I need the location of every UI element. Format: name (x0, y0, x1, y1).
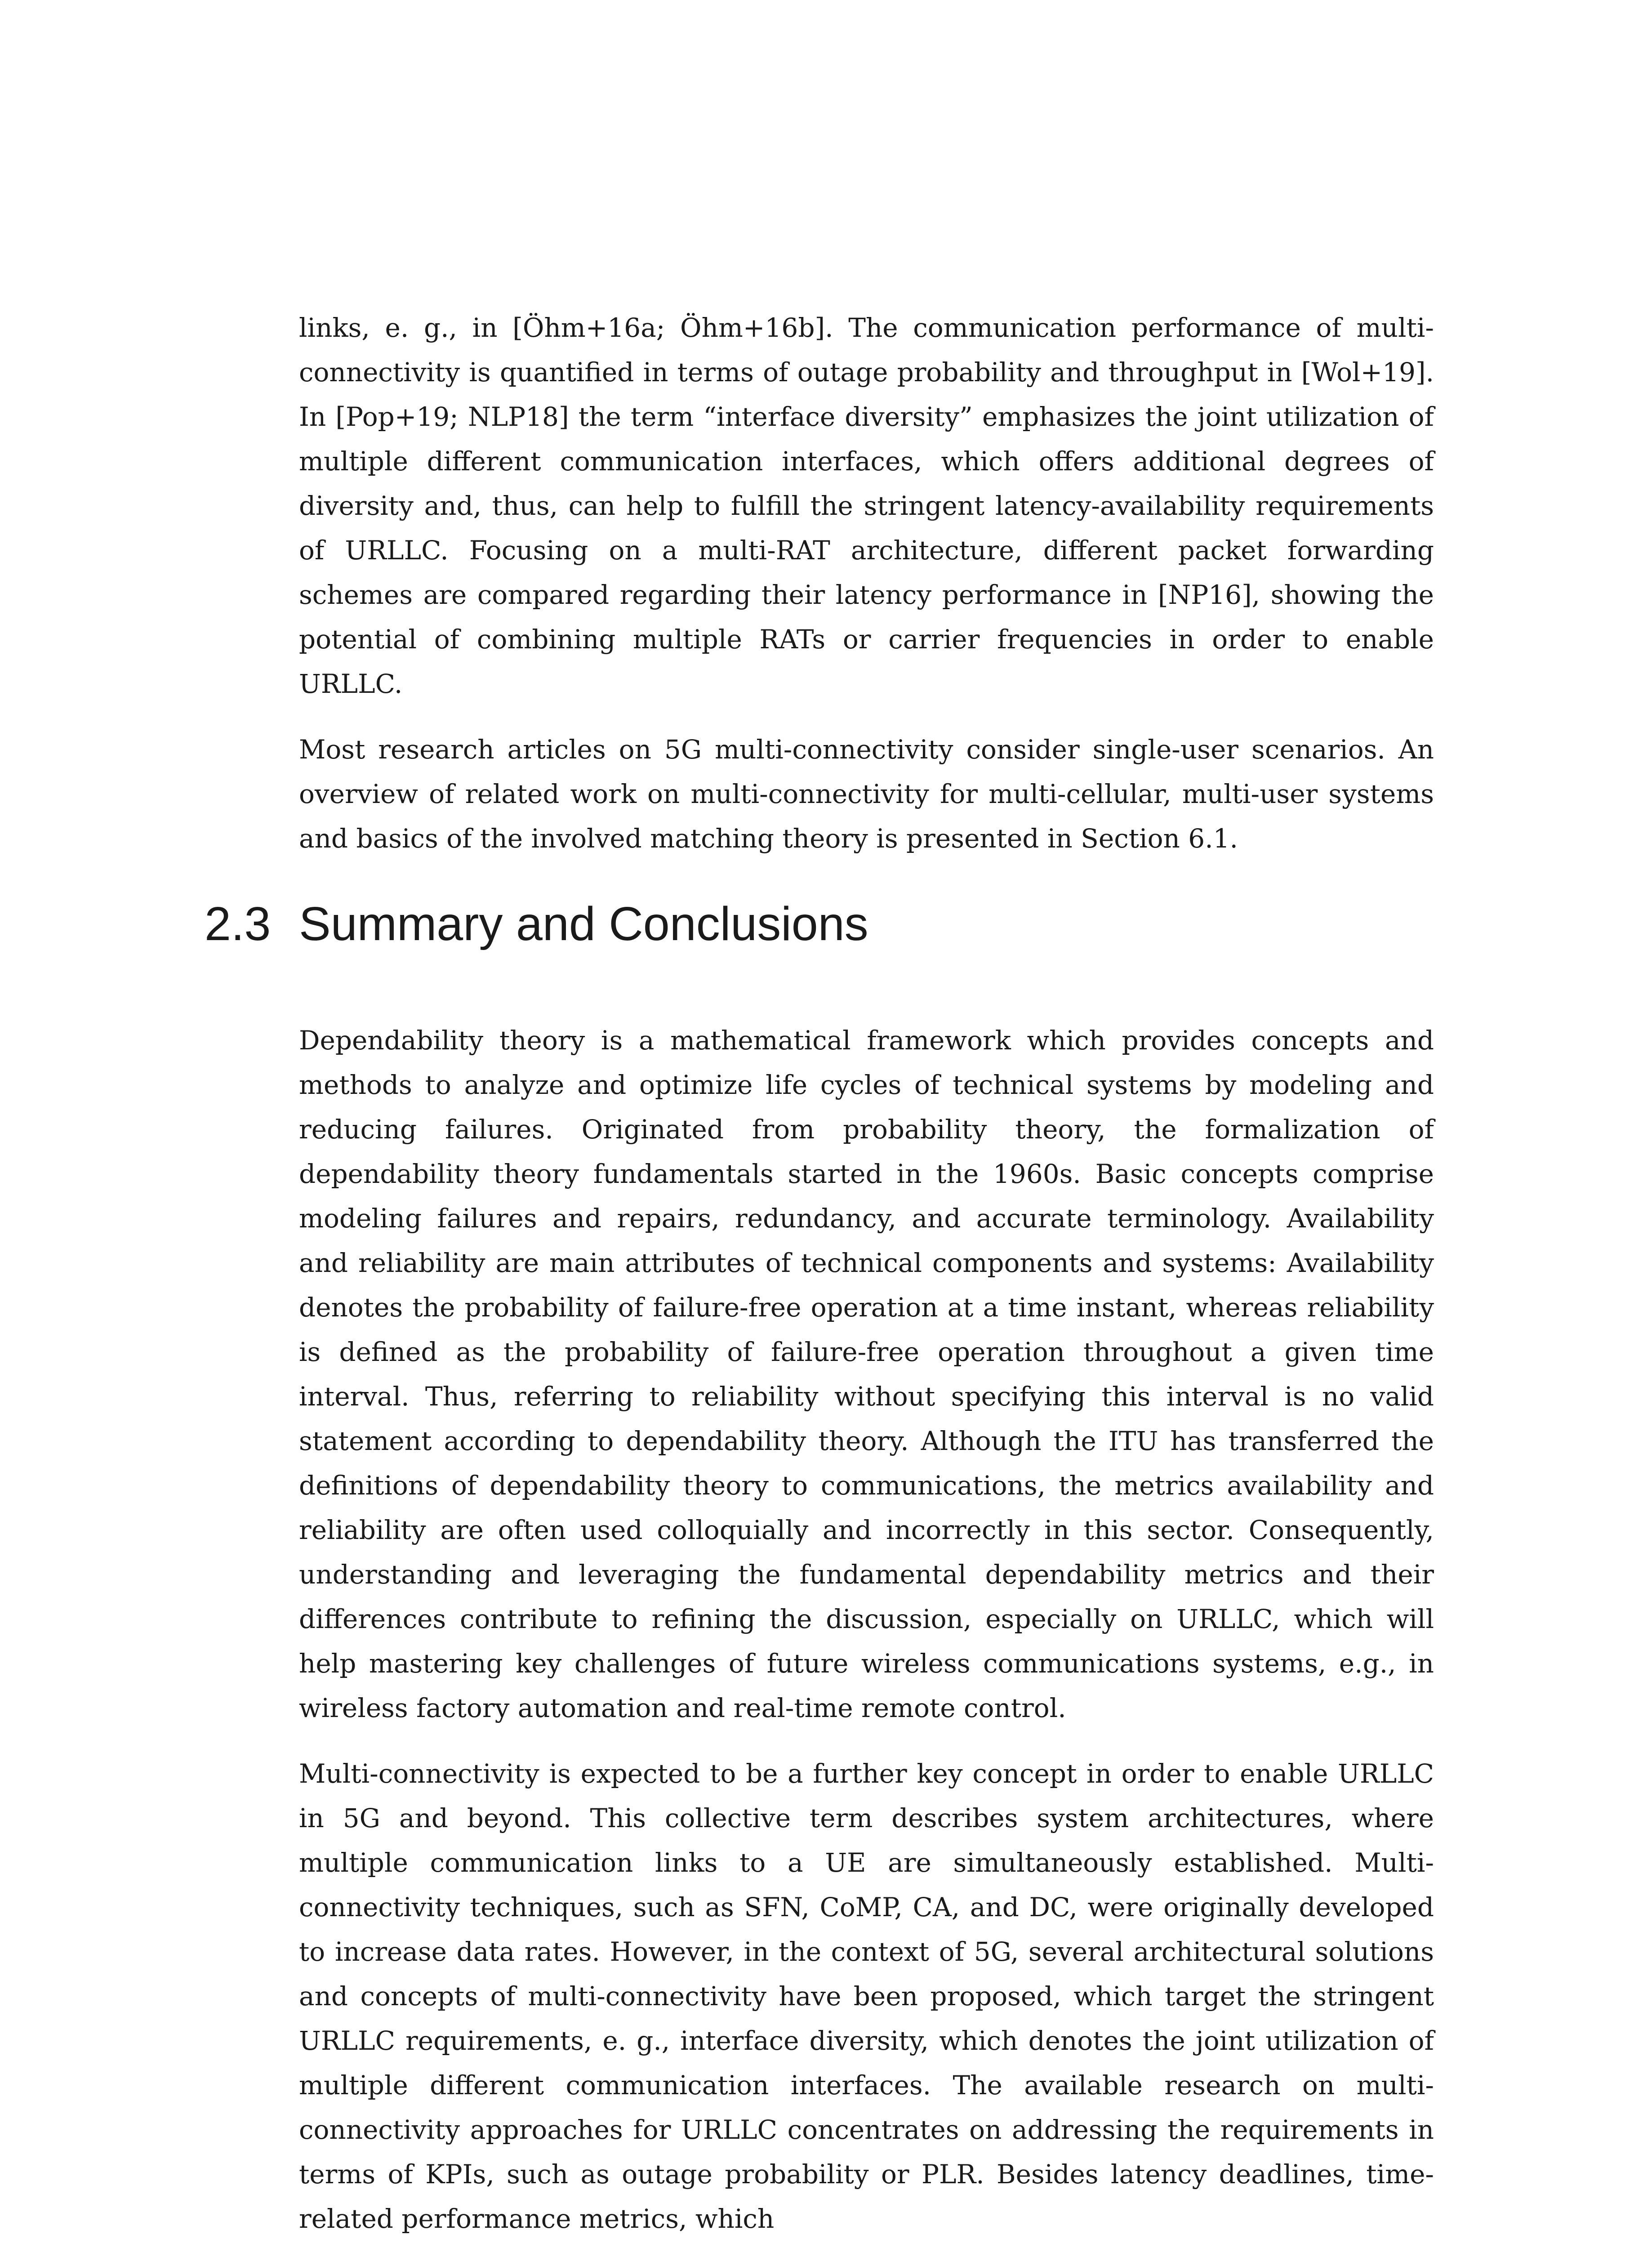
section-title: Summary and Conclusions (299, 897, 868, 950)
paragraph-related-work: Most research articles on 5G multi-connectivity consider single-user scenarios. An overview of related work on multi-connectivity for multi-cellular, multi-user systems and basics of the involved matching theory is presented in Section 6.1. (299, 734, 1434, 854)
section-heading (205, 895, 1463, 953)
continuation-text (299, 306, 1434, 861)
paragraph-continuation: links, e. g., in [Öhm+16a; Öhm+16b]. The communication performance of multi-connectivity is quantified in terms of outage probability and throughput in [Wol+19]. In [Pop+19; NLP18] the term “interface diversity” emphasizes the joint utilization of multiple different communication interfaces, which offers additional degrees of diversity and, thus, can help to fulfill the stringent latency-availability requirements of URLLC. Focusing on a multi-RAT architecture, different packet forwarding schemes are compared regarding their latency performance in [NP16], showing the potential of combining multiple RATs or carrier frequencies in order to enable URLLC. (299, 312, 1434, 699)
paragraph-multi-connectivity: Multi-connectivity is expected to be a further key concept in order to enable URLLC in 5G and beyond. This collective term describes system architectures, where multiple communication links to a UE are simultaneously established. Multi-connectivity techniques, such as SFN, CoMP, CA, and DC, were originally developed to increase data rates. However, in the context of 5G, several architectural solutions and concepts of multi-connectivity have been proposed, which target the stringent URLLC requirements, e. g., interface diversity, which denotes the joint utilization of multiple different communication interfaces. The available research on multi-connectivity approaches for URLLC concentrates on addressing the requirements in terms of KPIs, such as outage probability or PLR. Besides latency deadlines, time-related performance metrics, which (299, 1758, 1434, 2234)
section-number: 2.3 (205, 897, 271, 950)
section-body (299, 1018, 1434, 2241)
paragraph-dependability: Dependability theory is a mathematical framework which provides concepts and methods to analyze and optimize life cycles of technical systems by modeling and reducing failures. Originated from probability theory, the formalization of dependability theory fundamentals started in the 1960s. Basic concepts comprise modeling failures and repairs, redundancy, and accurate terminology. Availability and reliability are main attributes of technical components and systems: Availability denotes the probability of failure-free operation at a time instant, whereas reliability is defined as the probability of failure-free operation throughout a given time interval. Thus, referring to reliability without specifying this interval is no valid statement according to dependability theory. Although the ITU has transferred the definitions of dependability theory to communications, the metrics availability and reliability are often used colloquially and incorrectly in this sector. Consequently, understanding and leveraging the fundamental dependability metrics and their differences contribute to refining the discussion, especially on URLLC, which will help mastering key challenges of future wireless communications systems, e.g., in wireless factory automation and real-time remote control. (299, 1025, 1434, 1723)
